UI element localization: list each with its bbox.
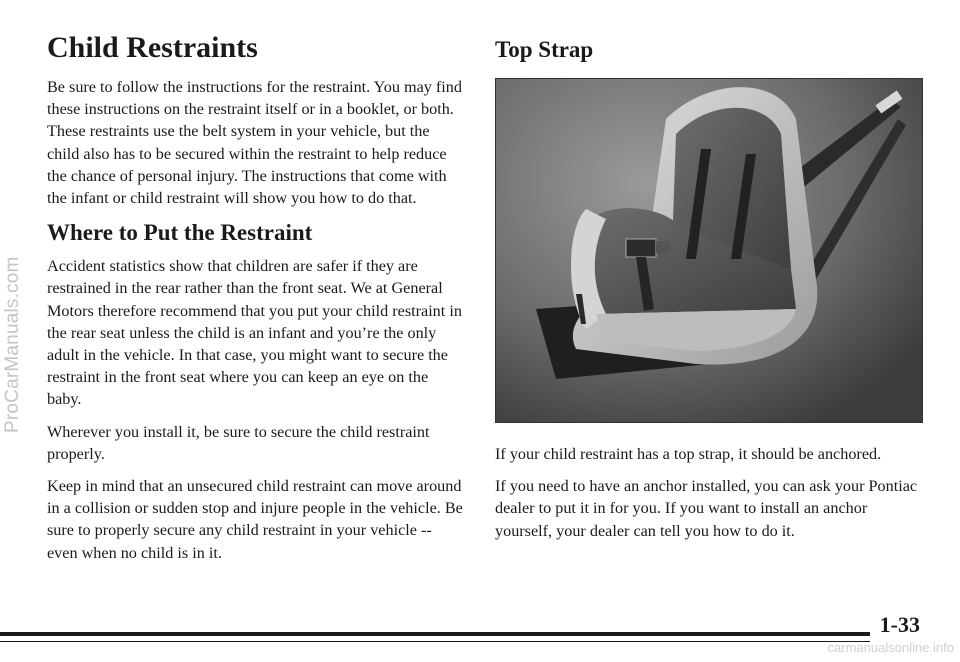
side-watermark: ProCarManuals.com — [2, 256, 23, 434]
right-column — [495, 30, 925, 552]
body-paragraph: Wherever you install it, be sure to secure the child restraint properly. — [47, 422, 430, 463]
body-paragraph: If your child restraint has a top strap, it should be anchored. — [495, 445, 882, 463]
child-seat-photo — [495, 78, 923, 423]
section-title: Child Restraints — [47, 31, 258, 64]
footer-rule-thin — [0, 641, 870, 642]
footer-watermark: carmanualsonline.info — [827, 640, 954, 655]
top-strap-title: Top Strap — [495, 37, 594, 62]
body-paragraph: Accident statistics show that children are safer if they are restrained in the rear rather than the front seat. We at General Motors therefore recommend that you put your child restraint in the rear seat unless the child is an infant and you’re the only adult in the vehicle. In that case, you might want to secure the restraint in the front seat where you can keep an eye on the baby. — [47, 257, 462, 409]
child-seat-illustration — [496, 79, 923, 423]
page-number: 1-33 — [879, 612, 920, 637]
body-paragraph: Keep in mind that an unsecured child restraint can move around in a collision or sudden stop and injure people in the vehicle. Be sure to properly secure any child restraint in your vehicle -- even when no child is in it. — [47, 477, 463, 562]
intro-paragraph: Be sure to follow the instructions for the restraint. You may find these instructions on the restraint itself or in a booklet, or both. These restraints use the belt system in your vehicle, but the child also has to be secured within the restraint to help reduce the chance of personal injury. The instructions that come with the infant or child restraint will show you how to do that. — [47, 78, 462, 208]
left-column — [47, 30, 465, 574]
subsection-heading: Where to Put the Restraint — [47, 220, 313, 246]
footer-rule-thick — [0, 632, 870, 636]
body-paragraph: If you need to have an anchor installed, you can ask your Pontiac dealer to put it in for you. If you want to install an anchor yourself, your dealer can tell you how to do it. — [495, 477, 918, 540]
